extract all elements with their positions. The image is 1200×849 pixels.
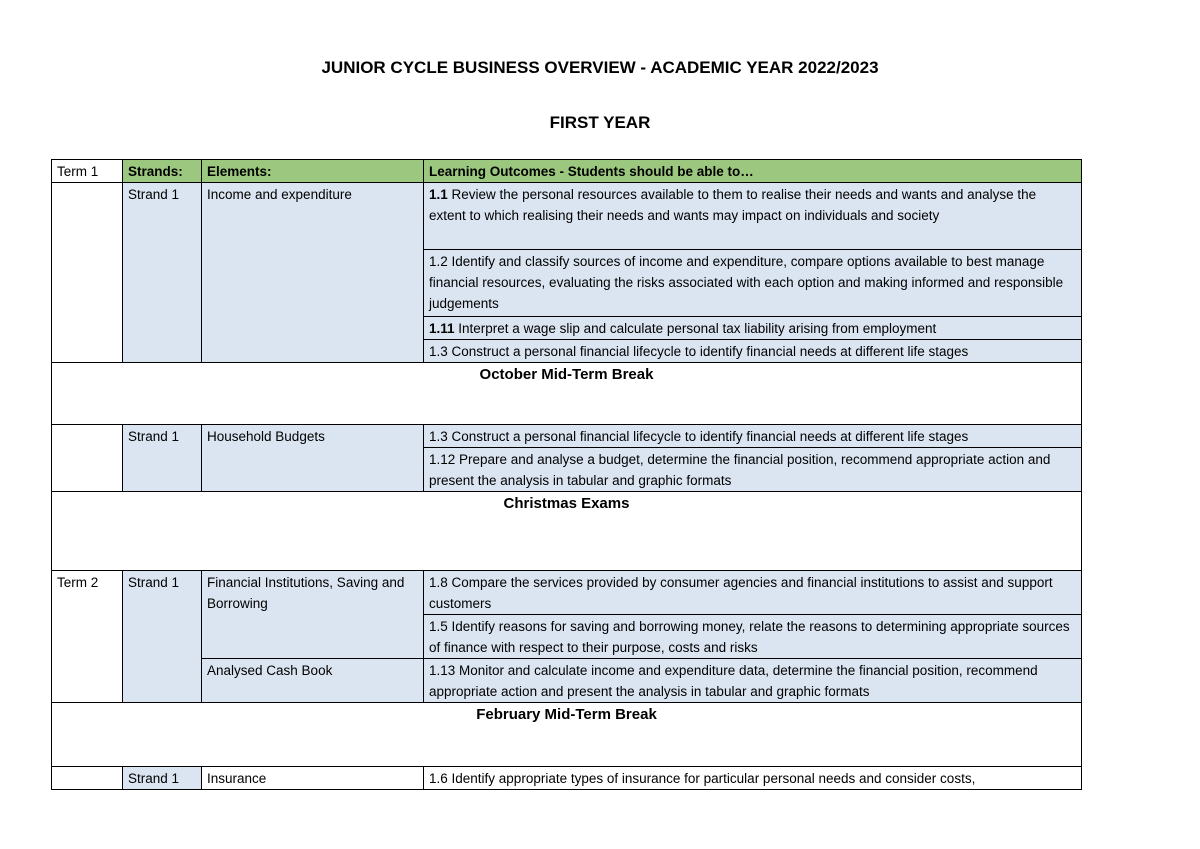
term-label: Term 1 — [52, 160, 123, 183]
document-subtitle: FIRST YEAR — [549, 113, 651, 132]
element-cell: Household Budgets — [202, 425, 424, 492]
learning-outcome: 1.2 Identify and classify sources of income and expenditure, compare options available to best manage financial resources, evaluating the risks associated with each option and making informed and responsible judgements — [424, 250, 1082, 317]
element-cell: Income and expenditure — [202, 183, 424, 363]
outcome-code: 1.11 — [429, 321, 455, 336]
learning-outcome: 1.12 Prepare and analyse a budget, determine the financial position, recommend appropriate action and present the analysis in tabular and graphic formats — [424, 448, 1082, 492]
term-cell — [52, 183, 123, 363]
document-title: JUNIOR CYCLE BUSINESS OVERVIEW - ACADEMIC YEAR 2022/2023 — [321, 58, 879, 77]
term-cell — [52, 767, 123, 790]
break-label: Christmas Exams — [52, 492, 1082, 571]
element-cell: Insurance — [202, 767, 424, 790]
learning-outcome: 1.8 Compare the services provided by consumer agencies and financial institutions to assist and support customers — [424, 571, 1082, 615]
strand-cell: Strand 1 — [123, 767, 202, 790]
strand-cell: Strand 1 — [123, 571, 202, 703]
overview-table — [51, 159, 1082, 790]
outcomes-header: Learning Outcomes - Students should be able to… — [424, 160, 1082, 183]
outcome-text: Interpret a wage slip and calculate personal tax liability arising from employment — [454, 321, 937, 336]
learning-outcome: 1.5 Identify reasons for saving and borrowing money, relate the reasons to determining appropriate sources of finance with respect to their purpose, costs and risks — [424, 615, 1082, 659]
term-cell — [52, 425, 123, 492]
element-cell: Analysed Cash Book — [202, 659, 424, 703]
element-cell: Financial Institutions, Saving and Borrowing — [202, 571, 424, 659]
term-cell: Term 2 — [52, 571, 123, 703]
break-row — [52, 703, 1082, 767]
outcome-text: Review the personal resources available to them to realise their needs and wants and analyse the extent to which realising their needs and wants may impact on individuals and society — [429, 187, 1037, 223]
break-label: February Mid-Term Break — [52, 703, 1082, 767]
strands-header: Strands: — [123, 160, 202, 183]
table-header-row — [52, 160, 1082, 183]
strand-cell: Strand 1 — [123, 183, 202, 363]
strand-cell: Strand 1 — [123, 425, 202, 492]
break-label: October Mid-Term Break — [52, 363, 1082, 425]
outcome-code: 1.1 — [429, 187, 448, 202]
table-row — [52, 425, 1082, 448]
table-row — [52, 659, 1082, 703]
learning-outcome: 1.3 Construct a personal financial lifecycle to identify financial needs at different life stages — [424, 425, 1082, 448]
learning-outcome: 1.3 Construct a personal financial lifecycle to identify financial needs at different life stages — [424, 340, 1082, 363]
learning-outcome: 1.6 Identify appropriate types of insurance for particular personal needs and consider costs, — [424, 767, 1082, 790]
learning-outcome: 1.13 Monitor and calculate income and expenditure data, determine the financial position, recommend appropriate action and present the analysis in tabular and graphic formats — [424, 659, 1082, 703]
learning-outcome — [424, 317, 1082, 340]
table-row — [52, 571, 1082, 615]
break-row — [52, 363, 1082, 425]
elements-header: Elements: — [202, 160, 424, 183]
table-row — [52, 767, 1082, 790]
table-row — [52, 183, 1082, 250]
break-row — [52, 492, 1082, 571]
learning-outcome — [424, 183, 1082, 250]
